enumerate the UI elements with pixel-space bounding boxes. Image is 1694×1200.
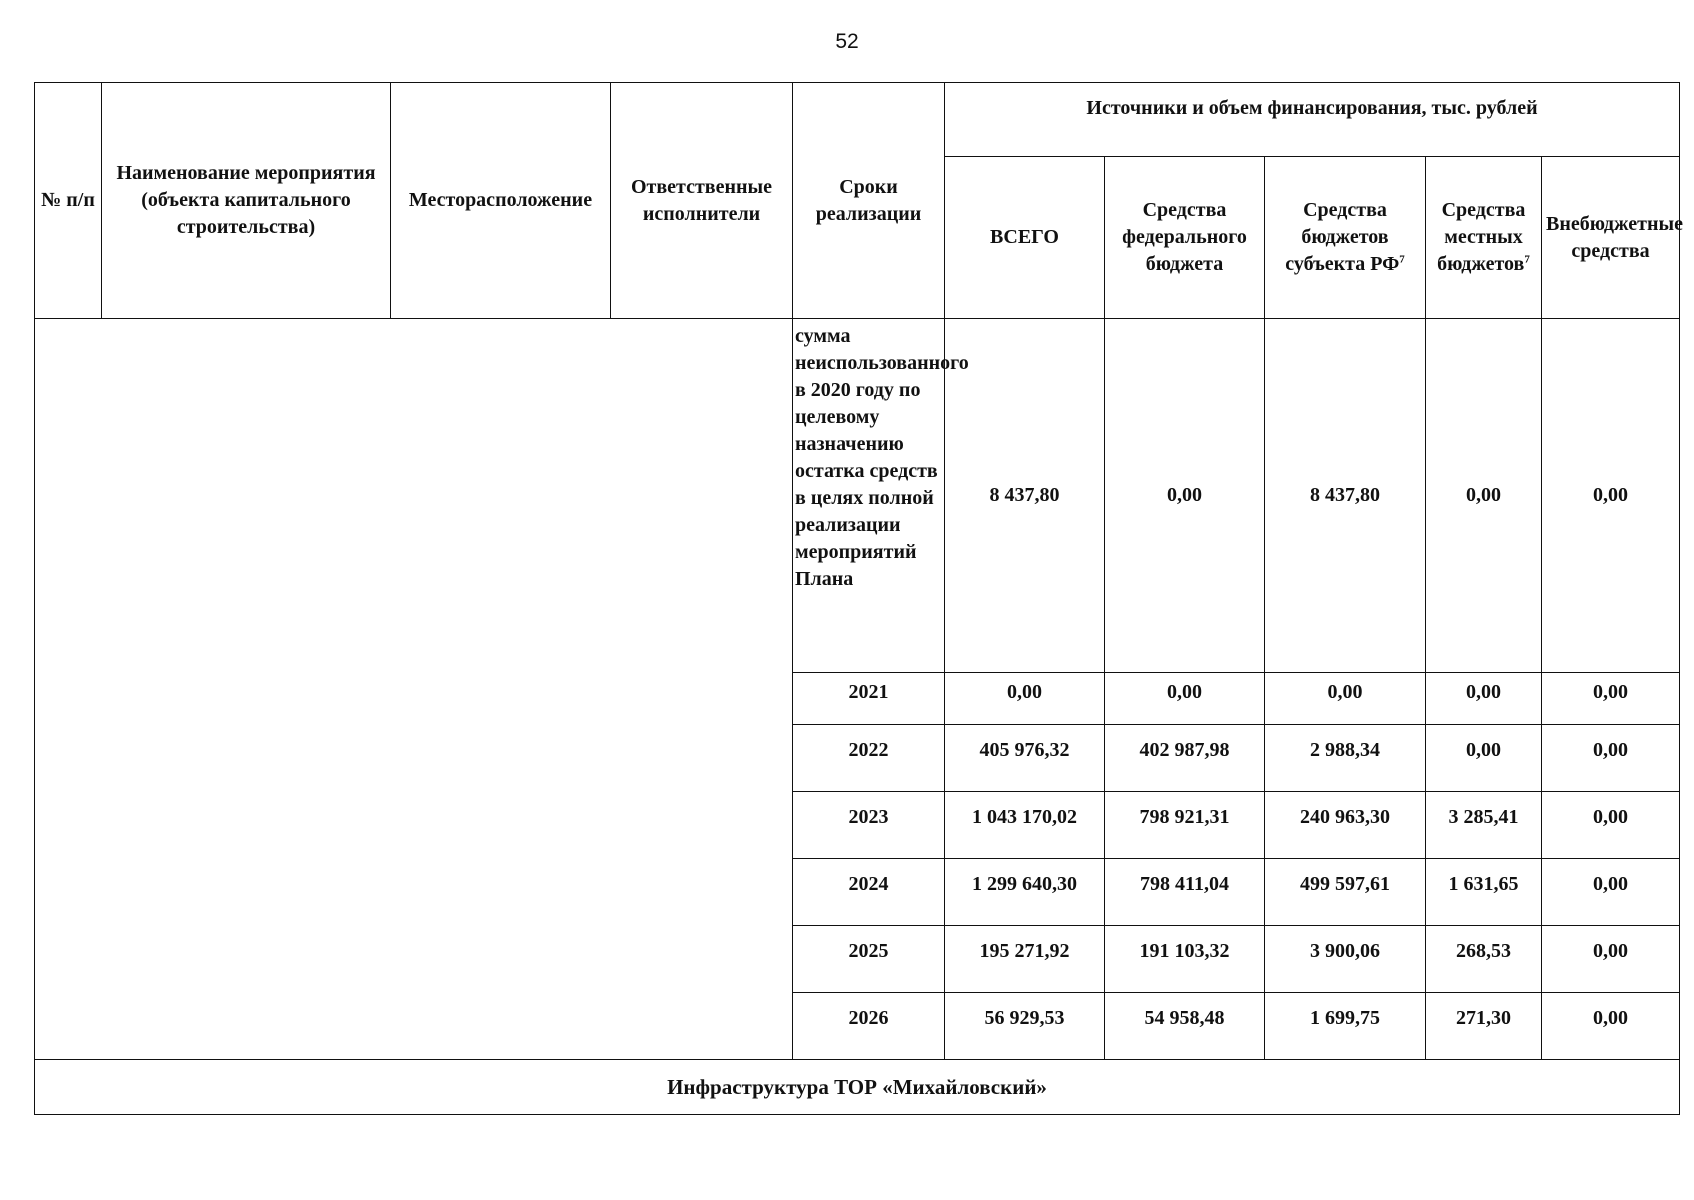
row-local: 1 631,65 bbox=[1426, 859, 1542, 926]
row-total: 56 929,53 bbox=[945, 993, 1105, 1060]
row-subject: 0,00 bbox=[1265, 673, 1426, 725]
row-total: 1 043 170,02 bbox=[945, 792, 1105, 859]
row-federal: 54 958,48 bbox=[1105, 993, 1265, 1060]
row-period: 2023 bbox=[793, 792, 945, 859]
row-period: 2021 bbox=[793, 673, 945, 725]
row-local: 3 285,41 bbox=[1426, 792, 1542, 859]
header-extra: Внебюджетные средства bbox=[1542, 157, 1680, 319]
header-total: ВСЕГО bbox=[945, 157, 1105, 319]
row-federal: 0,00 bbox=[1105, 673, 1265, 725]
row-federal: 402 987,98 bbox=[1105, 725, 1265, 792]
row-extra: 0,00 bbox=[1542, 926, 1680, 993]
row-period: 2022 bbox=[793, 725, 945, 792]
row-subject: 240 963,30 bbox=[1265, 792, 1426, 859]
row-total: 195 271,92 bbox=[945, 926, 1105, 993]
row-extra: 0,00 bbox=[1542, 792, 1680, 859]
row-period: 2024 bbox=[793, 859, 945, 926]
row-federal: 0,00 bbox=[1105, 319, 1265, 673]
header-num: № п/п bbox=[35, 83, 102, 319]
header-federal: Средства федерального бюджета bbox=[1105, 157, 1265, 319]
row-period: 2026 bbox=[793, 993, 945, 1060]
header-subject-label: Средства бюджетов субъекта РФ bbox=[1285, 199, 1400, 275]
row-extra: 0,00 bbox=[1542, 993, 1680, 1060]
row-total: 0,00 bbox=[945, 673, 1105, 725]
header-subject-footnote: 7 bbox=[1399, 253, 1405, 266]
header-local-label: Средства местных бюджетов bbox=[1437, 199, 1526, 275]
row-local: 0,00 bbox=[1426, 725, 1542, 792]
row-extra: 0,00 bbox=[1542, 673, 1680, 725]
row-extra: 0,00 bbox=[1542, 319, 1680, 673]
header-local-footnote: 7 bbox=[1524, 253, 1530, 266]
row-local: 271,30 bbox=[1426, 993, 1542, 1060]
row-subject: 499 597,61 bbox=[1265, 859, 1426, 926]
row-subject: 1 699,75 bbox=[1265, 993, 1426, 1060]
header-funding: Источники и объем финансирования, тыс. рублей bbox=[945, 83, 1680, 157]
row-total: 1 299 640,30 bbox=[945, 859, 1105, 926]
header-location: Месторасположение bbox=[391, 83, 611, 319]
funding-table bbox=[34, 82, 1683, 1115]
merged-empty-cell bbox=[35, 319, 793, 1060]
row-period: 2025 bbox=[793, 926, 945, 993]
page-number: 52 bbox=[835, 30, 859, 53]
header-local bbox=[1426, 157, 1542, 319]
row-local: 0,00 bbox=[1426, 673, 1542, 725]
table-row bbox=[35, 319, 1680, 673]
row-local: 268,53 bbox=[1426, 926, 1542, 993]
row-total: 8 437,80 bbox=[945, 319, 1105, 673]
row-federal: 798 411,04 bbox=[1105, 859, 1265, 926]
header-name: Наименование мероприятия (объекта капитального строительства) bbox=[102, 83, 391, 319]
header-subject bbox=[1265, 157, 1426, 319]
row-federal: 798 921,31 bbox=[1105, 792, 1265, 859]
row-period: сумма неиспользованного в 2020 году по целевому назначению остатка средств в целях полной реализации мероприятий Плана bbox=[793, 319, 945, 673]
row-local: 0,00 bbox=[1426, 319, 1542, 673]
section-row bbox=[35, 1060, 1680, 1115]
header-period: Сроки реализации bbox=[793, 83, 945, 319]
row-subject: 8 437,80 bbox=[1265, 319, 1426, 673]
row-extra: 0,00 bbox=[1542, 859, 1680, 926]
row-total: 405 976,32 bbox=[945, 725, 1105, 792]
row-federal: 191 103,32 bbox=[1105, 926, 1265, 993]
row-extra: 0,00 bbox=[1542, 725, 1680, 792]
header-responsible: Ответственные исполнители bbox=[611, 83, 793, 319]
row-subject: 2 988,34 bbox=[1265, 725, 1426, 792]
header-row-1 bbox=[35, 83, 1680, 157]
section-title: Инфраструктура ТОР «Михайловский» bbox=[35, 1060, 1680, 1115]
row-subject: 3 900,06 bbox=[1265, 926, 1426, 993]
